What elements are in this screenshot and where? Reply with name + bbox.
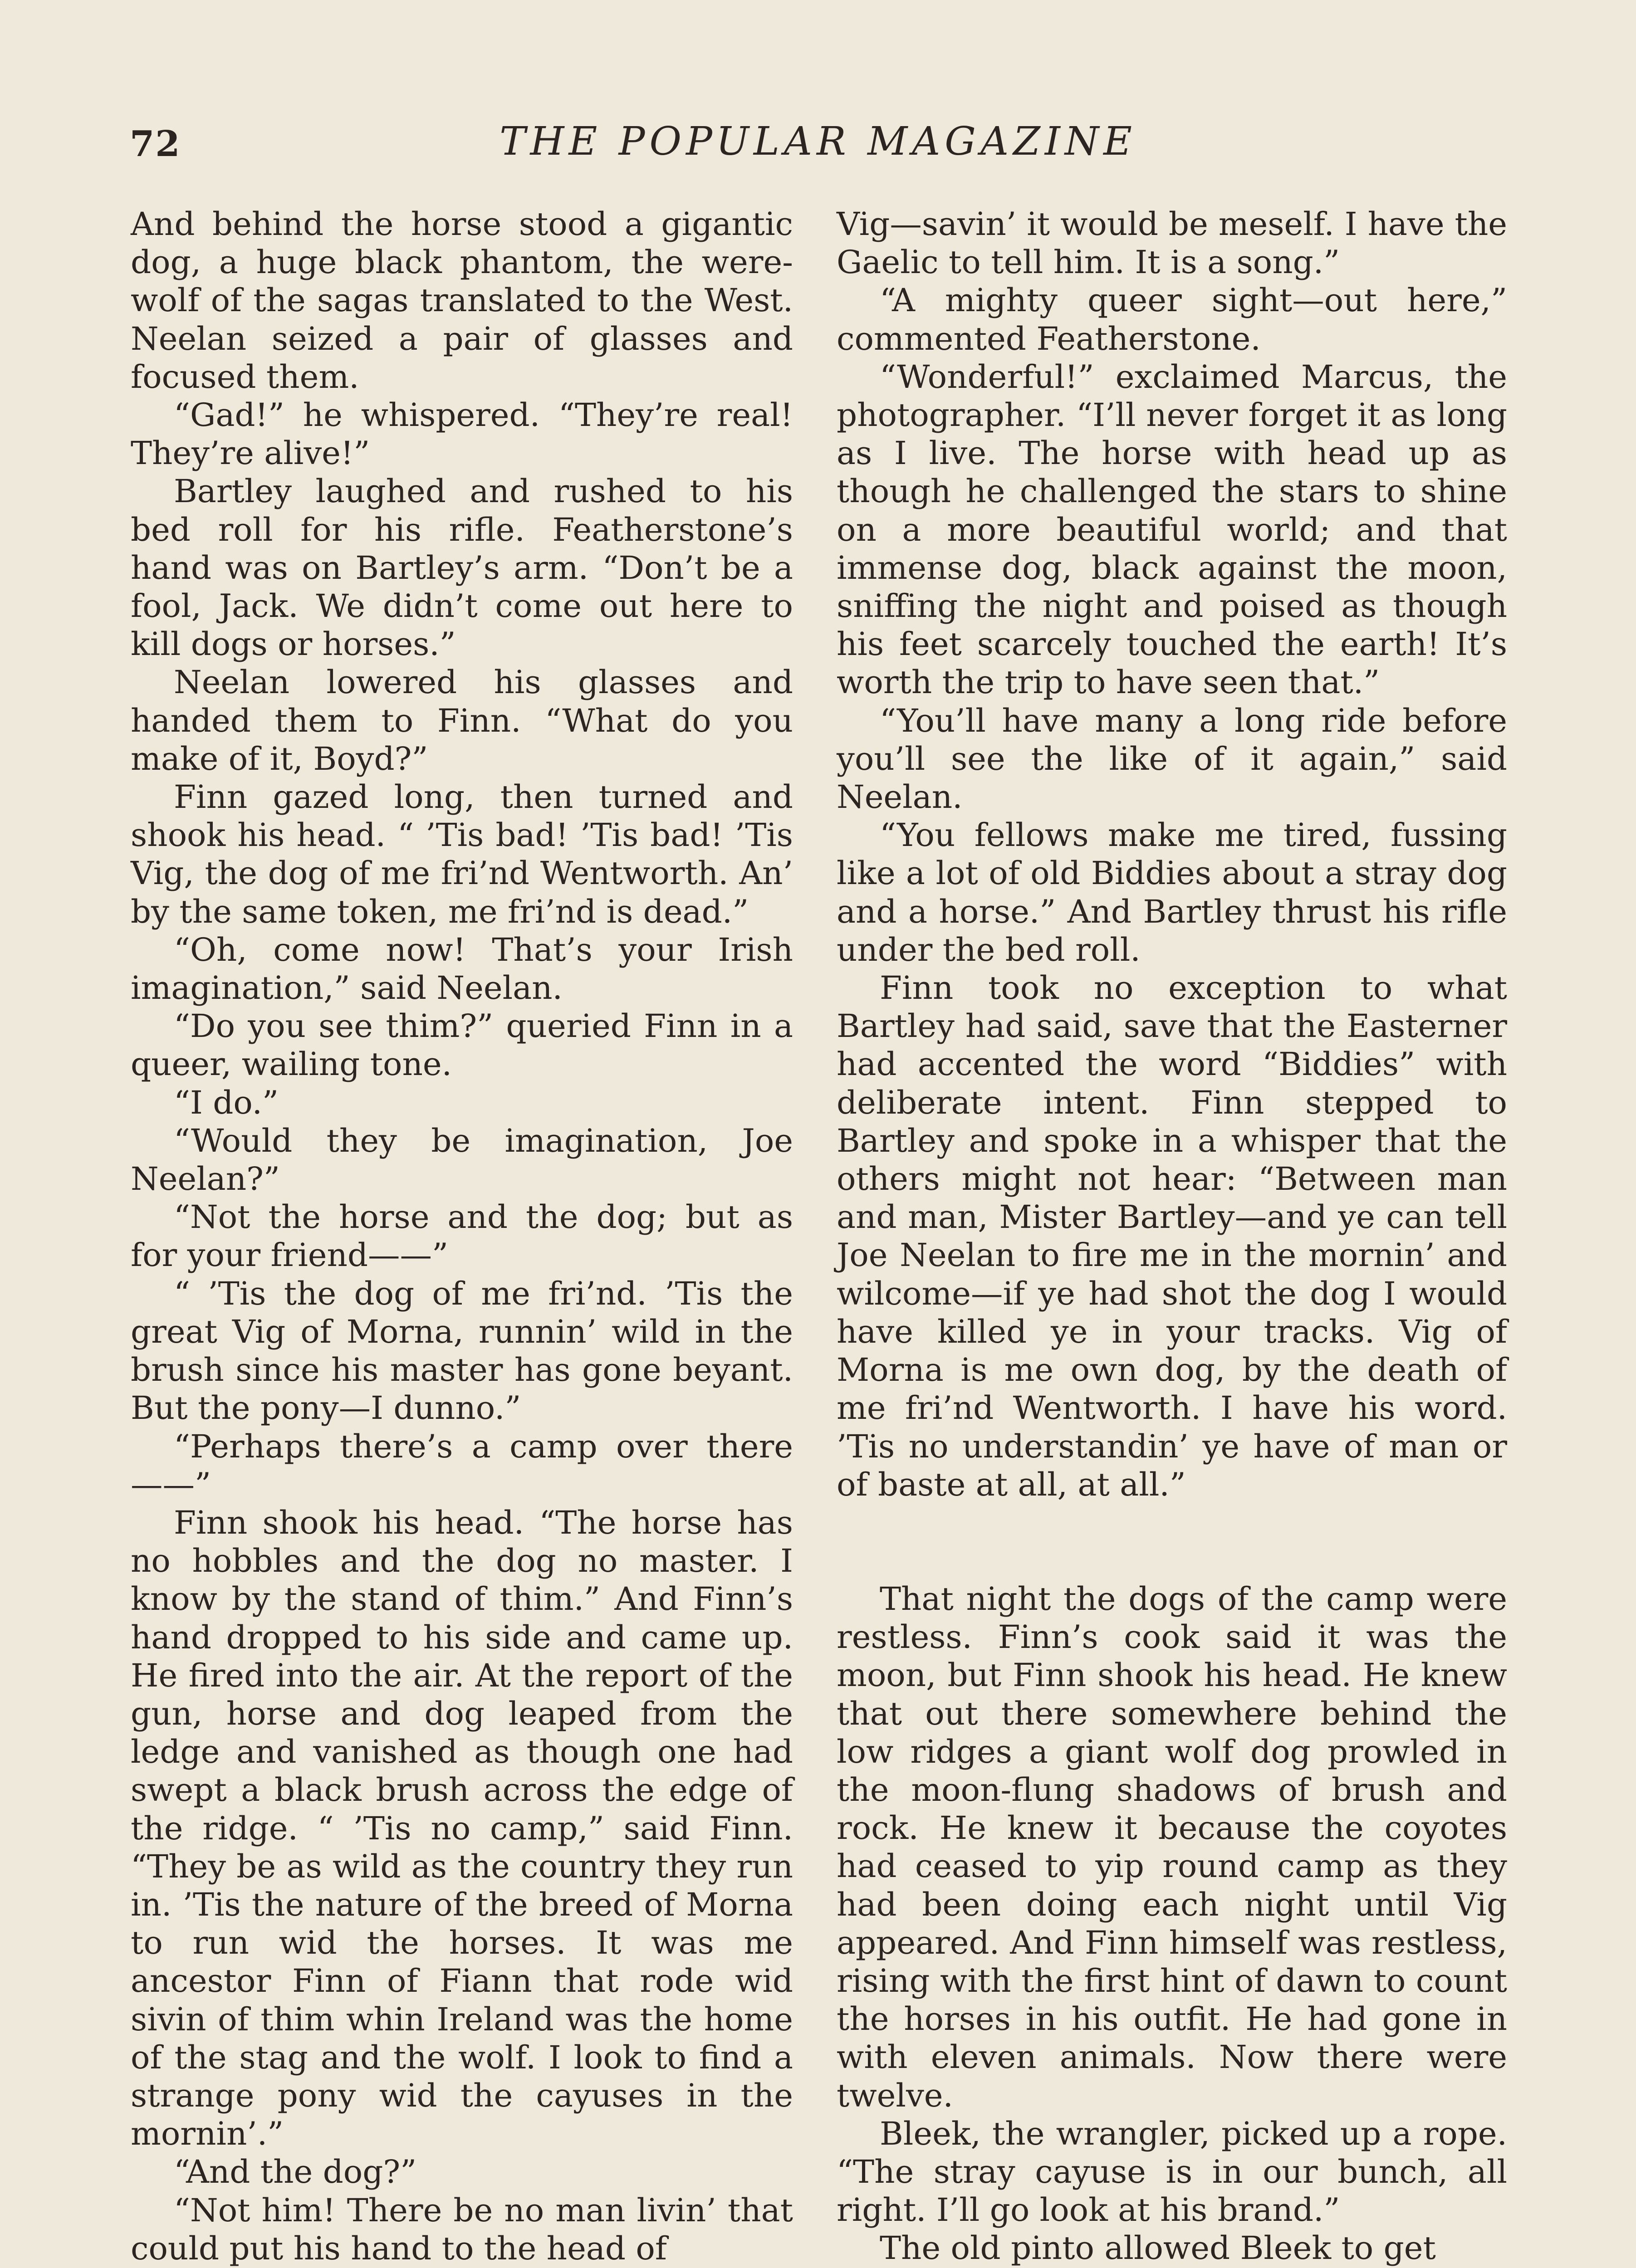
paragraph: Neelan lowered his glasses and handed them to Finn. “What do you make of it, Boyd?” (131, 664, 793, 777)
paragraph: Bleek, the wrangler, picked up a rope. “The stray cayuse is in our bunch, all right. I’ll go look at his brand.” (837, 2115, 1507, 2229)
paragraph: “Do you see thim?” queried Finn in a queer, wailing tone. (131, 1007, 793, 1083)
paragraph: “I do.” (174, 1084, 279, 1121)
paragraph: Vig—savin’ it would be meself. I have the Gaelic to tell him. It is a song.” (837, 205, 1507, 281)
paragraph: “Would they be imagination, Joe Neelan?” (131, 1122, 793, 1198)
page-number: 72 (130, 123, 181, 165)
paragraph: The old pinto allowed Bleek to get (880, 2229, 1436, 2267)
paragraph: “Perhaps there’s a camp over there ——” (131, 1427, 793, 1503)
left-column (131, 205, 793, 2268)
right-column (837, 205, 1507, 2268)
paragraph: “And the dog?” (174, 2153, 417, 2191)
running-head: THE POPULAR MAGAZINE (500, 119, 1136, 164)
paragraph: “Not the horse and the dog; but as for your friend——” (131, 1198, 793, 1274)
paragraph: Bartley laughed and rushed to his bed roll for his rifle. Featherstone’s hand was on Bartley’s arm. “Don’t be a fool, Jack. We didn’t come out here to kill dogs or horses.” (131, 473, 793, 663)
paragraph: “Wonderful!” exclaimed Marcus, the photographer. “I’ll never forget it as long as I live. The horse with head up as though he challenged the stars to shine on a more beautiful world; and that immense dog, black against the moon, sniffing the night and poised as though his feet scarcely touched the earth! It’s worth the trip to have seen that.” (837, 358, 1507, 701)
paragraph: That night the dogs of the camp were restless. Finn’s cook said it was the moon, but Finn shook his head. He knew that out there somewhere behind the low ridges a giant wolf dog prowled in the moon-flung shadows of brush and rock. He knew it because the coyotes had ceased to yip round camp as they had been doing each night until Vig appeared. And Finn himself was restless, rising with the first hint of dawn to count the horses in his outfit. He had gone in with eleven animals. Now there were twelve. (837, 1580, 1507, 2114)
paragraph: “Not him! There be no man livin’ that could put his hand to the head of (131, 2191, 793, 2267)
paragraph: “You’ll have many a long ride before you’ll see the like of it again,” said Neelan. (837, 702, 1507, 816)
paragraph: Finn took no exception to what Bartley had said, save that the Easterner had accented the word “Biddies” with deliberate intent. Finn stepped to Bartley and spoke in a whisper that the others might not hear: “Between man and man, Mister Bartley—and ye can tell Joe Neelan to fire me in the mornin’ and wilcome—if ye had shot the dog I would have killed ye in your tracks. Vig of Morna is me own dog, by the death of me fri’nd Wentworth. I have his word. ’Tis no understandin’ ye have of man or of baste at all, at all.” (837, 969, 1507, 1503)
paragraph: “ ’Tis the dog of me fri’nd. ’Tis the great Vig of Morna, runnin’ wild in the brush since his master has gone beyant. But the pony—I dunno.” (131, 1275, 793, 1427)
paragraph: “A mighty queer sight—out here,” commented Featherstone. (837, 282, 1507, 357)
paragraph: “You fellows make me tired, fussing like a lot of old Biddies about a stray dog and a horse.” And Bartley thrust his rifle under the bed roll. (837, 816, 1507, 968)
paragraph: And behind the horse stood a gigantic dog, a huge black phantom, the were-wolf of the sagas translated to the West. Neelan seized a pair of glasses and focused them. (131, 205, 793, 396)
paragraph: “Oh, come now! That’s your Irish imagination,” said Neelan. (131, 931, 793, 1007)
paragraph: Finn shook his head. “The horse has no hobbles and the dog no master. I know by the stand of thim.” And Finn’s hand dropped to his side and came up. He fired into the air. At the report of the gun, horse and dog leaped from the ledge and vanished as though one had swept a black brush across the edge of the ridge. “ ’Tis no camp,” said Finn. “They be as wild as the country they run in. ’Tis the nature of the breed of Morna to run wid the horses. It was me ancestor Finn of Fiann that rode wid sivin of thim whin Ireland was the home of the stag and the wolf. I look to find a strange pony wid the cayuses in the mornin’.” (131, 1504, 793, 2153)
paragraph: Finn gazed long, then turned and shook his head. “ ’Tis bad! ’Tis bad! ’Tis Vig, the dog of me fri’nd Wentworth. An’ by the same token, me fri’nd is dead.” (131, 778, 793, 930)
paragraph: “Gad!” he whispered. “They’re real! They’re alive!” (131, 396, 793, 472)
